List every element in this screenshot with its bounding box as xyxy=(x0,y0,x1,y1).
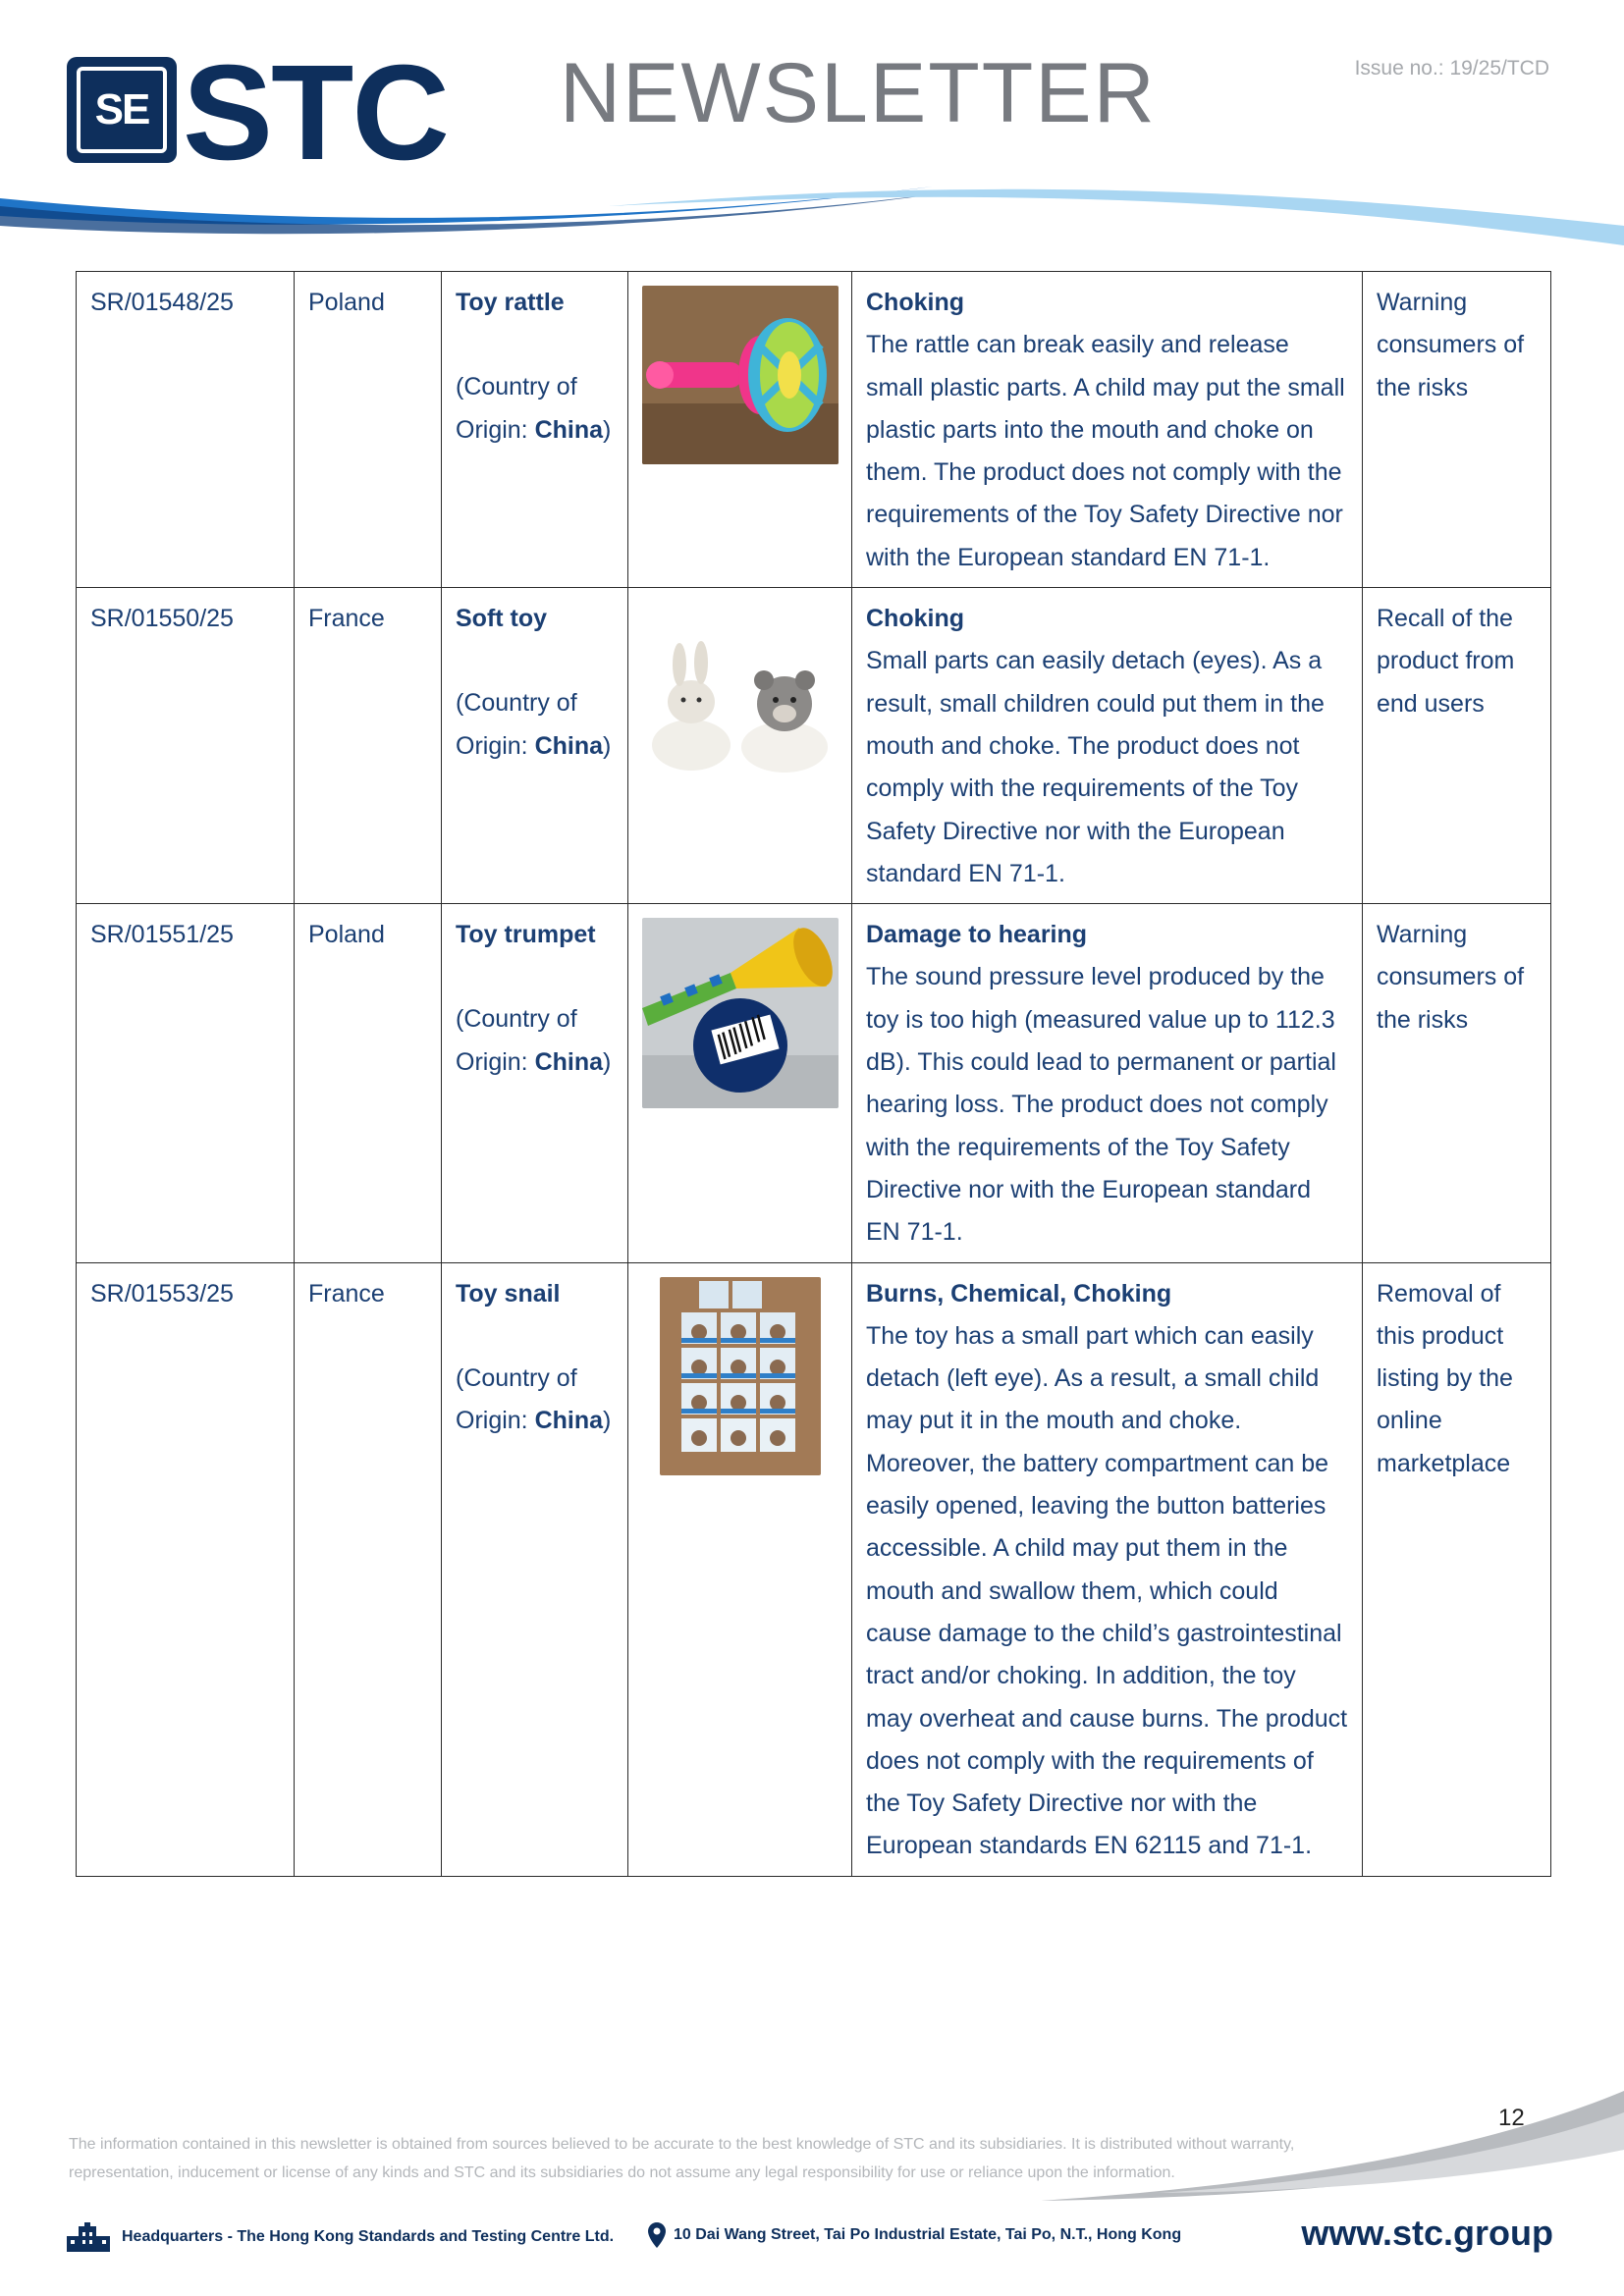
toy-trumpet-photo xyxy=(642,918,839,1108)
toy-rattle-photo xyxy=(642,286,839,464)
notifying-country: France xyxy=(295,588,442,904)
measures-taken: Warning consumers of the risks xyxy=(1363,272,1551,588)
brand-name: STC xyxy=(183,37,448,188)
product-cell xyxy=(442,1262,628,1876)
table-row xyxy=(77,1262,1551,1876)
country-of-origin: (Country of Origin: China) xyxy=(456,1363,612,1435)
notifying-country: Poland xyxy=(295,904,442,1262)
stc-logo-mark: SE xyxy=(77,67,167,153)
country-of-origin: (Country of Origin: China) xyxy=(456,689,612,760)
risk-title: Choking xyxy=(866,605,964,633)
toy-snail-boxes-photo xyxy=(660,1277,821,1475)
location-pin-icon xyxy=(648,2222,666,2248)
reference-number: SR/01551/25 xyxy=(77,904,295,1262)
newsletter-title: NEWSLETTER xyxy=(560,46,1157,140)
risk-title: Damage to hearing xyxy=(866,921,1088,949)
risk-description: The rattle can break easily and release small plastic parts. A child may put the small plastic parts into the mouth and choke on them. The product does not comply with the requirements of the Toy Safety Directive nor with the European standard EN 71-1. xyxy=(866,331,1345,571)
table-row xyxy=(77,272,1551,588)
measures-taken: Removal of this product listing by the online marketplace xyxy=(1363,1262,1551,1876)
risk-title: Burns, Chemical, Choking xyxy=(866,1279,1172,1308)
risk-cell xyxy=(852,904,1363,1262)
risk-description: The sound pressure level produced by the toy is too high (measured value up to 112.3 dB). This could lead to permanent or partial hearing loss. The product does not comply with the requirements of the Toy Safety Directive nor with the European standard EN 71-1. xyxy=(866,963,1336,1247)
soft-toy-photo xyxy=(642,637,839,784)
table-row xyxy=(77,588,1551,904)
product-cell xyxy=(442,588,628,904)
product-name: Toy rattle xyxy=(456,289,565,316)
header-swoosh-decoration xyxy=(0,177,1624,255)
reference-number: SR/01553/25 xyxy=(77,1262,295,1876)
product-name: Soft toy xyxy=(456,605,548,633)
risk-cell xyxy=(852,588,1363,904)
product-name: Toy snail xyxy=(456,1279,561,1308)
country-of-origin: (Country of Origin: China) xyxy=(456,373,612,444)
reference-number: SR/01548/25 xyxy=(77,272,295,588)
product-image-cell xyxy=(628,272,852,588)
risk-description: Small parts can easily detach (eyes). As a result, small children could put them in the mouth and choke. The product does not comply with the requirements of the Toy Safety Directive nor with the European standard EN 71-1. xyxy=(866,647,1325,887)
address-text: 10 Dai Wang Street, Tai Po Industrial Estate, Tai Po, N.T., Hong Kong xyxy=(674,2226,1182,2243)
measures-taken: Warning consumers of the risks xyxy=(1363,904,1551,1262)
headquarters-info xyxy=(65,2222,614,2252)
notifying-country: Poland xyxy=(295,272,442,588)
stc-logo xyxy=(67,57,177,163)
issue-number: Issue no.: 19/25/TCD xyxy=(1354,57,1549,80)
reference-number: SR/01550/25 xyxy=(77,588,295,904)
product-cell xyxy=(442,904,628,1262)
risk-cell xyxy=(852,1262,1363,1876)
product-image-cell xyxy=(628,1262,852,1876)
risk-description: The toy has a small part which can easily detach (left eye). As a result, a small child may put it in the mouth and choke. Moreover, the battery compartment can be easily opened, leaving the button batteries accessible. A child may put them in the mouth and swallow them, which could cause damage to the child’s gastrointestinal tract and/or choking. In addition, the toy may overheat and cause burns. The product does not comply with the requirements of the Toy Safety Directive nor with the European standards EN 62115 and 71-1. xyxy=(866,1321,1348,1860)
headquarters-name: Headquarters - The Hong Kong Standards and Testing Centre Ltd. xyxy=(122,2228,615,2245)
product-recall-table xyxy=(76,271,1551,1877)
product-image-cell xyxy=(628,904,852,1262)
disclaimer-text: The information contained in this newsletter is obtained from sources believed to be accurate to the best knowledge of STC and its subsidiaries. It is distributed without warranty, representation, inducement or license of any kinds and STC and its subsidiaries do not assume any legal responsibility for use or reliance upon the information. xyxy=(69,2136,1295,2181)
measures-taken: Recall of the product from end users xyxy=(1363,588,1551,904)
product-cell xyxy=(442,272,628,588)
page-number: 12 xyxy=(1498,2105,1525,2131)
building-icon xyxy=(65,2222,112,2252)
risk-cell xyxy=(852,272,1363,588)
country-of-origin: (Country of Origin: China) xyxy=(456,1005,612,1076)
address-info xyxy=(648,2222,1181,2248)
product-name: Toy trumpet xyxy=(456,921,596,949)
risk-title: Choking xyxy=(866,289,964,316)
notifying-country: France xyxy=(295,1262,442,1876)
website-url: www.stc.group xyxy=(1301,2213,1553,2253)
table-row xyxy=(77,904,1551,1262)
product-image-cell xyxy=(628,588,852,904)
